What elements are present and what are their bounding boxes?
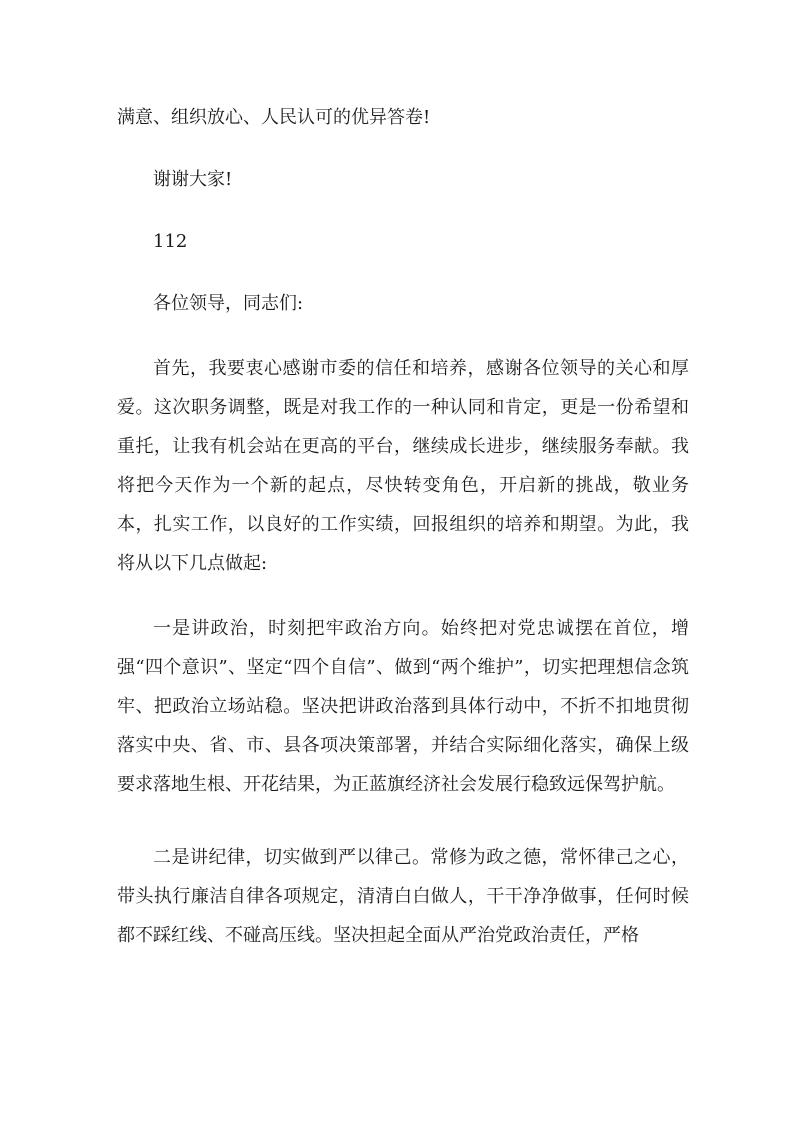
salutation-paragraph: 各位领导，同志们:	[153, 293, 304, 314]
discipline-paragraph: 二是讲纪律，切实做到严以律己。常修为政之德，常怀律己之心，带头执行廉洁自律各项规定，清清白白做人，干干净净做事，任何时候都不踩红线、不碰高压线。坚决担起全面从严治党政治责任，严格	[117, 847, 689, 946]
closing-continuation-paragraph: 满意、组织放心、人民认可的优异答卷!	[117, 107, 431, 128]
section-number: 112	[153, 231, 188, 252]
thanks-paragraph: 谢谢大家!	[153, 169, 233, 190]
intro-paragraph: 首先，我要衷心感谢市委的信任和培养，感谢各位领导的关心和厚爱。这次职务调整，既是对我工作的一种认同和肯定，更是一份希望和重托，让我有机会站在更高的平台，继续成长进步，继续服务奉献。我将把今天作为一个新的起点，尽快转变角色，开启新的挑战，敬业务本，扎实工作，以良好的工作实绩，回报组织的培养和期望。为此，我将从以下几点做起:	[117, 358, 689, 574]
politics-paragraph: 一是讲政治，时刻把牢政治方向。始终把对党忠诚摆在首位，增强“四个意识”、坚定“四个自信”、做到“两个维护”，切实把理想信念筑牢、把政治立场站稳。坚决把讲政治落到具体行动中，不折不扣地贯彻落实中央、省、市、县各项决策部署，并结合实际细化落实，确保上级要求落地生根、开花结果，为正蓝旗经济社会发展行稳致远保驾护航。	[117, 618, 689, 795]
document-body	[117, 98, 689, 955]
